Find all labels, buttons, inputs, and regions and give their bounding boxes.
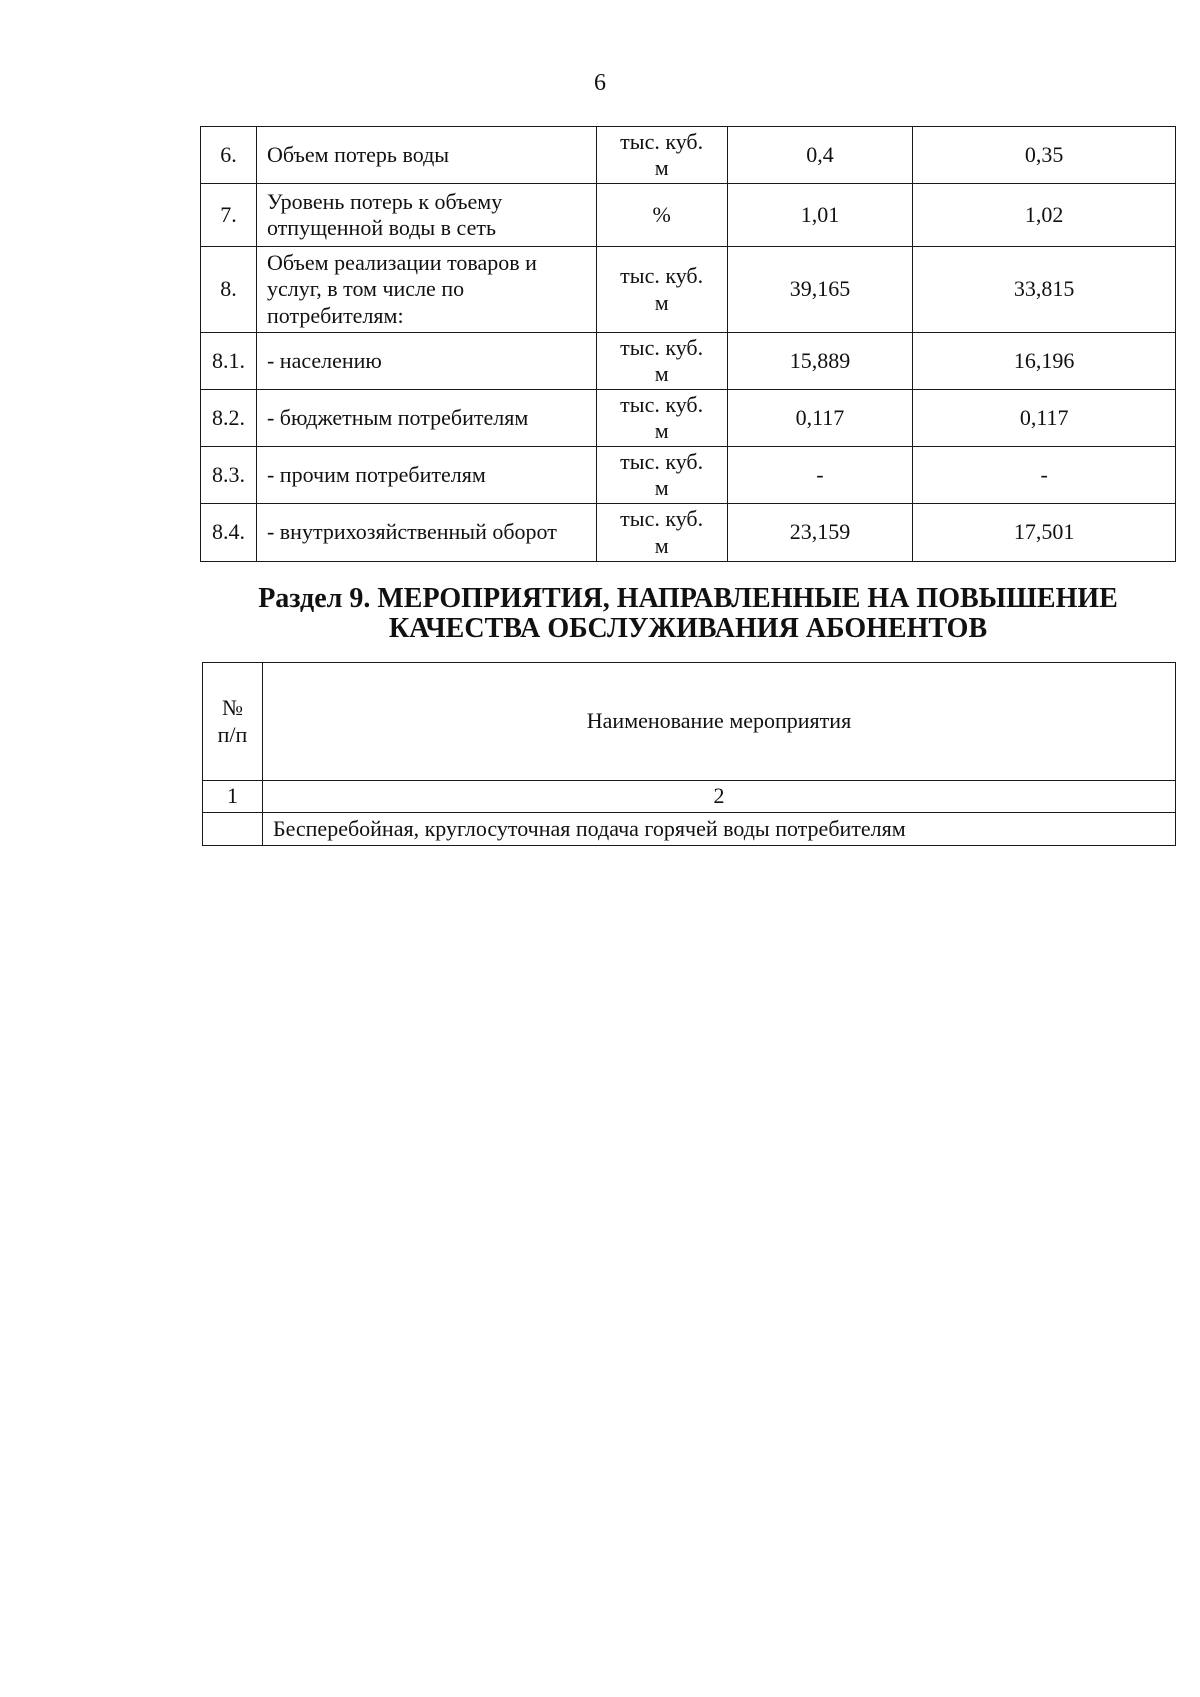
- unit-cell: [596, 127, 727, 184]
- value-cell: 16,196: [913, 333, 1176, 390]
- table-row: [201, 504, 1176, 562]
- unit-cell: [596, 504, 727, 562]
- table-header-row: [203, 663, 1176, 781]
- value-cell: 23,159: [727, 504, 913, 562]
- value-cell: 39,165: [727, 247, 913, 333]
- unit-text: м: [654, 155, 669, 180]
- value-cell: 0,35: [913, 127, 1176, 184]
- value-cell: 0,4: [727, 127, 913, 184]
- column-index: 2: [262, 781, 1175, 813]
- unit-text: %: [652, 201, 671, 227]
- value-cell: 0,117: [727, 390, 913, 447]
- unit-cell: [596, 247, 727, 333]
- indicator-name: - внутрихозяйственный оборот: [256, 504, 596, 562]
- indicator-name: Уровень потерь к объему отпущенной воды в сеть: [256, 184, 596, 247]
- section-title-line: Раздел 9. МЕРОПРИЯТИЯ, НАПРАВЛЕННЫЕ НА ПОВЫШЕНИЕ: [258, 583, 1118, 614]
- unit-text: м: [654, 475, 669, 500]
- unit-text: тыс. куб.: [620, 506, 704, 532]
- unit-text: м: [654, 418, 669, 443]
- row-number: 7.: [201, 184, 257, 247]
- table-row: [201, 390, 1176, 447]
- page-number: 6: [594, 70, 606, 96]
- indicator-name: Объем потерь воды: [256, 127, 596, 184]
- measure-name: Бесперебойная, круглосуточная подача горячей воды потребителям: [262, 813, 1175, 846]
- unit-text: м: [654, 532, 669, 558]
- unit-text: тыс. куб.: [620, 263, 704, 289]
- row-number: 8.4.: [201, 504, 257, 562]
- table-row: [201, 247, 1176, 333]
- value-cell: 33,815: [913, 247, 1176, 333]
- row-number: 8.2.: [201, 390, 257, 447]
- value-cell: 15,889: [727, 333, 913, 390]
- section-title: [200, 584, 1176, 644]
- row-number: 8.3.: [201, 447, 257, 504]
- measure-number: [203, 813, 263, 846]
- column-index-row: [203, 781, 1176, 813]
- value-cell: 1,02: [913, 184, 1176, 247]
- table-row: [201, 447, 1176, 504]
- unit-text: м: [654, 289, 669, 315]
- header-num-text: №: [221, 695, 243, 721]
- unit-text: м: [654, 361, 669, 386]
- table-row: [203, 813, 1176, 846]
- unit-cell: [596, 184, 727, 247]
- indicators-table: [200, 126, 1176, 562]
- unit-text: тыс. куб.: [620, 128, 704, 154]
- value-cell: -: [727, 447, 913, 504]
- unit-text: тыс. куб.: [620, 391, 704, 417]
- row-number: 8.1.: [201, 333, 257, 390]
- value-cell: 17,501: [913, 504, 1176, 562]
- header-num-text: п/п: [217, 721, 248, 747]
- column-index: 1: [203, 781, 263, 813]
- header-name: Наименование мероприятия: [262, 663, 1175, 781]
- table-row: [201, 333, 1176, 390]
- row-number: 6.: [201, 127, 257, 184]
- indicator-name: Объем реализации товаров и услуг, в том числе по потребителям:: [256, 247, 596, 333]
- unit-cell: [596, 447, 727, 504]
- indicator-name: - населению: [256, 333, 596, 390]
- value-cell: 0,117: [913, 390, 1176, 447]
- value-cell: 1,01: [727, 184, 913, 247]
- unit-cell: [596, 333, 727, 390]
- unit-text: тыс. куб.: [620, 334, 704, 360]
- unit-text: тыс. куб.: [620, 448, 704, 474]
- section-title-line: КАЧЕСТВА ОБСЛУЖИВАНИЯ АБОНЕНТОВ: [388, 613, 988, 644]
- row-number: 8.: [201, 247, 257, 333]
- table-row: [201, 184, 1176, 247]
- header-num: [203, 663, 263, 781]
- table-row: [201, 127, 1176, 184]
- indicator-name: - бюджетным потребителям: [256, 390, 596, 447]
- unit-cell: [596, 390, 727, 447]
- value-cell: -: [913, 447, 1176, 504]
- indicator-name: - прочим потребителям: [256, 447, 596, 504]
- measures-table: [202, 662, 1176, 846]
